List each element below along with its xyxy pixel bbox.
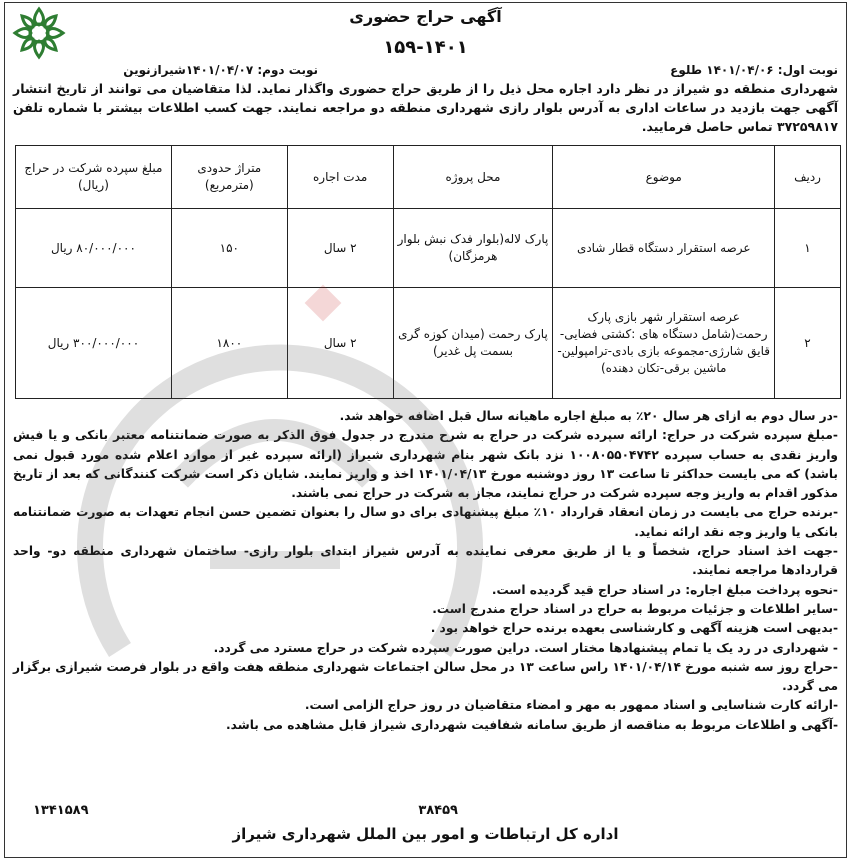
- header-duration: مدت اجاره: [287, 146, 393, 209]
- table-header-row: [16, 146, 841, 209]
- header-location: محل پروژه: [393, 146, 553, 209]
- condition-item: -ارائه کارت شناسایی و اسناد ممهور به مهر و امضاء متقاضیان در روز حراج الزامی است.: [304, 698, 838, 713]
- notice-page: [4, 2, 847, 858]
- intro-paragraph: شهرداری منطقه دو شیراز در نظر دارد اجاره محل ذیل را از طریق حراج حضوری واگذار نماید. لذا متقاضیان می توانند از تاریخ انتشار آگهی جهت بازدید در ساعات اداری به آدرس بلوار رازی شهرداری منطقه دو مراجعه نمایند. جهت کسب اطلاعات بیشتر با شماره تلفن ۳۷۲۵۹۸۱۷ تماس حاصل فرمایید.: [13, 81, 838, 134]
- header-row-no: ردیف: [775, 146, 841, 209]
- condition-item: -مبلغ سپرده شرکت در حراج: ارائه سپرده شرکت در حراج به شرح مندرج در جدول فوق الذکر به صورت ضمانتنامه معتبر بانکی و یا فیش واریز نقدی به حساب سپرده ۱۰۰۸۰۵۵۰۴۷۴۲ نزد بانک شهر بنام شهرداری شیراز (ارائه سپرده غیر از موارد اعلام شده مورد قبول نمی باشد) که می بایست حداکثر تا ساعت ۱۳ روز دوشنبه مورخ ۱۴۰۱/۰۴/۱۳ اخذ و واریز نمایند. شایان ذکر است شرکت کنندگانی که بعد از تاریخ مذکور اقدام به واریز وجه سپرده شرکت در حراج نمایند، مجاز به شرکت در حراج نمی باشند.: [13, 428, 838, 501]
- first-notice: نوبت اول: ۱۴۰۱/۰۴/۰۶ طلوع: [670, 63, 838, 77]
- condition-item: - شهرداری در رد یک یا تمام پیشنهادها مختار است. دراین صورت سپرده شرکت در حراج مسترد می گردد.: [213, 640, 838, 655]
- header-area: متراژ حدودی (مترمربع): [171, 146, 287, 209]
- cell-subject: عرصه استقرار دستگاه قطار شادی: [553, 209, 775, 288]
- table-row: [16, 288, 841, 399]
- condition-item: -برنده حراج می بایست در زمان انعقاد قرارداد ۱۰٪ مبلغ پیشنهادی برای دو سال را بعنوان تضمین حسن انجام تعهدات به صورت ضمانتنامه بانکی یا واریز وجه نقد ارائه نماید.: [13, 505, 838, 539]
- cell-location: پارک لاله(بلوار فدک نبش بلوار هرمزگان): [393, 209, 553, 288]
- reference-codes: [13, 803, 838, 821]
- table-row: [16, 209, 841, 288]
- cell-duration: ۲ سال: [287, 209, 393, 288]
- condition-item: -آگهی و اطلاعات مربوط به مناقصه از طریق سامانه شفافیت شهرداری شیراز قابل مشاهده می باشد.: [226, 717, 838, 732]
- condition-item: -حراج روز سه شنبه مورخ ۱۴۰۱/۰۴/۱۴ راس ساعت ۱۳ در محل سالن اجتماعات شهرداری منطقه هفت واقع در بلوار فرصت شیرازی برگزار می گردد.: [13, 659, 838, 694]
- condition-item: -جهت اخذ اسناد حراج، شخصاً و یا از طریق معرفی نماینده به آدرس شیراز ابتدای بلوار رازی- ساختمان شهرداری منطقه دو- واحد قراردادها مراجعه نمایند.: [13, 544, 838, 578]
- cell-subject: عرصه استقرار شهر بازی پارک رحمت(شامل دستگاه های :کشتی فضایی-قایق شارژی-مجموعه بازی بادی-ترامپولین-ماشین برقی-تکان دهنده): [553, 288, 775, 399]
- condition-item: -در سال دوم به ازای هر سال ۲۰٪ به مبلغ اجاره ماهیانه سال قبل اضافه خواهد شد.: [339, 409, 838, 423]
- auction-items-table: [15, 145, 841, 399]
- cell-deposit: ۳۰۰/۰۰۰/۰۰۰ ریال: [16, 288, 172, 399]
- cell-row-no: ۲: [775, 288, 841, 399]
- cell-area: ۱۵۰: [171, 209, 287, 288]
- reference-code-b: ۱۳۴۱۵۸۹: [33, 803, 89, 818]
- condition-item: -نحوه پرداخت مبلغ اجاره: در اسناد حراج قید گردیده است.: [491, 582, 838, 597]
- notice-title: آگهی حراج حضوری: [349, 7, 502, 26]
- header-deposit: مبلغ سپرده شرکت در حراج (ریال): [16, 146, 172, 209]
- footer-issuer: اداره کل ارتباطات و امور بین الملل شهرداری شیراز: [232, 825, 619, 843]
- cell-deposit: ۸۰/۰۰۰/۰۰۰ ریال: [16, 209, 172, 288]
- cell-location: پارک رحمت (میدان کوزه گری بسمت پل غدیر): [393, 288, 553, 399]
- condition-item: -سایر اطلاعات و جزئیات مربوط به حراج در اسناد حراج مندرج است.: [432, 601, 838, 616]
- notice-number: ۱۵۹-۱۴۰۱: [383, 37, 468, 58]
- cell-duration: ۲ سال: [287, 288, 393, 399]
- condition-item: -بدیهی است هزینه آگهی و کارشناسی بعهده برنده حراج خواهد بود .: [430, 621, 838, 636]
- header-subject: موضوع: [553, 146, 775, 209]
- cell-area: ۱۸۰۰: [171, 288, 287, 399]
- publication-dates: [13, 63, 838, 79]
- conditions-list: [13, 407, 838, 735]
- second-notice: نوبت دوم: ۱۴۰۱/۰۴/۰۷شیرازنوین: [123, 63, 318, 77]
- cell-row-no: ۱: [775, 209, 841, 288]
- reference-code-a: ۳۸۴۵۹: [418, 803, 458, 818]
